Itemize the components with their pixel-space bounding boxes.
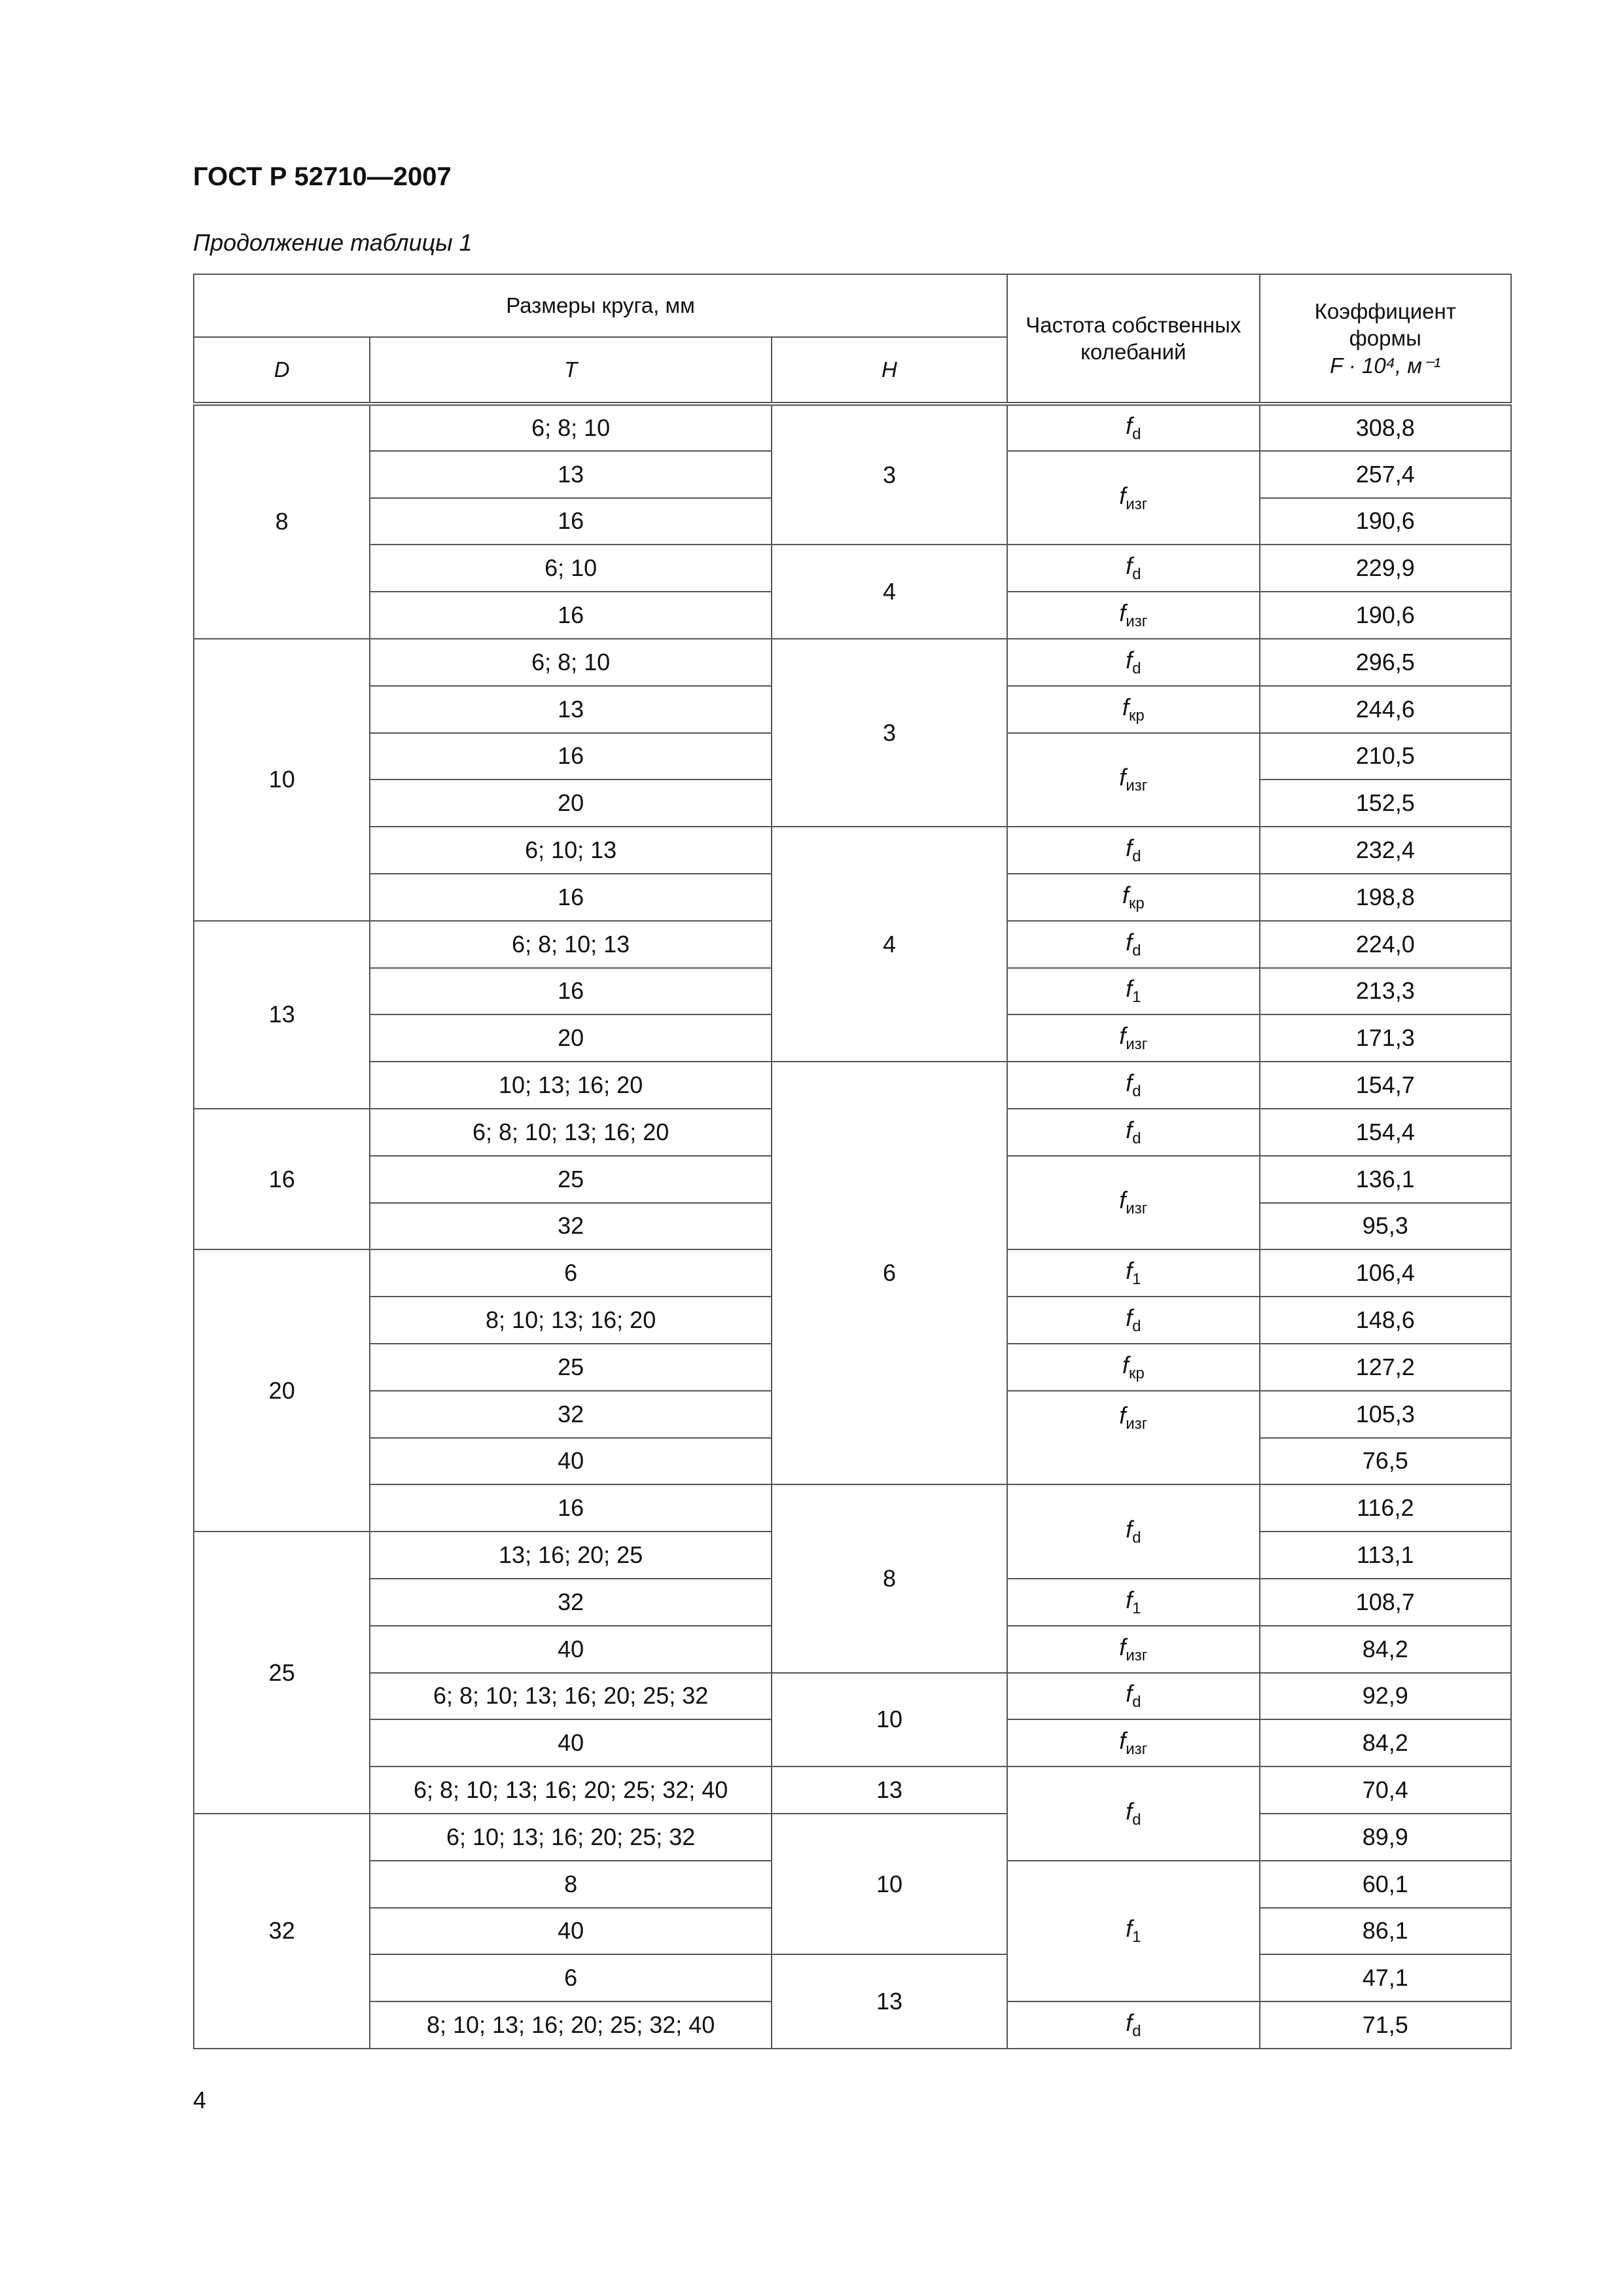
cell-coef: 190,6 — [1260, 498, 1511, 545]
cell-freq: $f_d$ — [1007, 545, 1259, 592]
table-row — [194, 827, 1511, 874]
cell-t: 6; 8; 10; 13; 16; 20 — [370, 1109, 771, 1156]
cell-t: 20 — [370, 780, 771, 827]
cell-t: 6; 8; 10; 13; 16; 20; 25; 32 — [370, 1673, 771, 1720]
cell-coef: 136,1 — [1260, 1156, 1511, 1203]
cell-coef: 47,1 — [1260, 1954, 1511, 2001]
cell-freq: $f_1$ — [1007, 1861, 1259, 2001]
table-row — [194, 1814, 1511, 1861]
cell-freq: $f_1$ — [1007, 1249, 1259, 1297]
cell-t: 6; 8; 10; 13 — [370, 921, 771, 968]
cell-t: 16 — [370, 498, 771, 545]
cell-t: 40 — [370, 1626, 771, 1673]
cell-h: 3 — [772, 404, 1007, 545]
cell-d: 25 — [194, 1532, 370, 1814]
header-freq-line1: Частота собственных — [1026, 312, 1241, 337]
cell-h: 3 — [772, 639, 1007, 827]
cell-freq: $f_{кр}$ — [1007, 1344, 1259, 1391]
cell-h: 13 — [772, 1954, 1007, 2049]
table-row — [194, 1673, 1511, 1720]
cell-coef: 198,8 — [1260, 874, 1511, 921]
cell-coef: 70,4 — [1260, 1767, 1511, 1814]
cell-freq: $f_{изг}$ — [1007, 1719, 1259, 1767]
cell-freq: $f_d$ — [1007, 827, 1259, 874]
cell-freq: $f_d$ — [1007, 921, 1259, 968]
cell-t: 8; 10; 13; 16; 20 — [370, 1297, 771, 1344]
table-row — [194, 404, 1511, 451]
cell-coef: 86,1 — [1260, 1908, 1511, 1955]
cell-coef: 95,3 — [1260, 1203, 1511, 1250]
cell-coef: 308,8 — [1260, 404, 1511, 451]
cell-freq: $f_d$ — [1007, 1673, 1259, 1720]
header-coef-line1: Коэффициент — [1314, 299, 1456, 324]
cell-freq: $f_d$ — [1007, 1767, 1259, 1861]
cell-freq: $f_d$ — [1007, 1062, 1259, 1109]
cell-coef: 154,7 — [1260, 1062, 1511, 1109]
cell-t: 20 — [370, 1014, 771, 1062]
header-d: D — [194, 337, 370, 404]
cell-freq: $f_{изг}$ — [1007, 1391, 1259, 1485]
cell-coef: 257,4 — [1260, 451, 1511, 498]
cell-coef: 71,5 — [1260, 2001, 1511, 2049]
cell-t: 16 — [370, 874, 771, 921]
cell-coef: 229,9 — [1260, 545, 1511, 592]
cell-freq: $f_{изг}$ — [1007, 1014, 1259, 1062]
cell-t: 32 — [370, 1391, 771, 1438]
header-coef-line3: F · 10⁴, м⁻¹ — [1330, 353, 1441, 378]
cell-t: 13 — [370, 451, 771, 498]
cell-t: 25 — [370, 1344, 771, 1391]
header-circle-dimensions: Размеры круга, мм — [194, 274, 1007, 337]
cell-t: 32 — [370, 1203, 771, 1250]
cell-h: 10 — [772, 1673, 1007, 1767]
cell-coef: 84,2 — [1260, 1719, 1511, 1767]
cell-d: 32 — [194, 1814, 370, 2049]
cell-h: 6 — [772, 1062, 1007, 1484]
cell-coef: 113,1 — [1260, 1532, 1511, 1579]
header-natural-frequency — [1007, 274, 1259, 404]
cell-coef: 106,4 — [1260, 1249, 1511, 1297]
cell-coef: 190,6 — [1260, 592, 1511, 639]
cell-freq: $f_{изг}$ — [1007, 592, 1259, 639]
table-row — [194, 1484, 1511, 1532]
cell-t: 13 — [370, 686, 771, 733]
cell-freq: $f_{изг}$ — [1007, 451, 1259, 545]
cell-coef: 296,5 — [1260, 639, 1511, 686]
document-title: ГОСТ Р 52710—2007 — [193, 162, 452, 191]
cell-coef: 244,6 — [1260, 686, 1511, 733]
cell-coef: 84,2 — [1260, 1626, 1511, 1673]
header-t: T — [370, 337, 771, 404]
cell-h: 4 — [772, 827, 1007, 1062]
frequency-table — [193, 274, 1512, 2049]
cell-t: 16 — [370, 592, 771, 639]
cell-freq: $f_{кр}$ — [1007, 686, 1259, 733]
header-freq-line2: колебаний — [1080, 340, 1186, 364]
cell-t: 6 — [370, 1249, 771, 1297]
cell-t: 16 — [370, 733, 771, 780]
cell-t: 10; 13; 16; 20 — [370, 1062, 771, 1109]
header-shape-coefficient — [1260, 274, 1511, 404]
cell-freq: $f_d$ — [1007, 639, 1259, 686]
cell-t: 6; 8; 10; 13; 16; 20; 25; 32; 40 — [370, 1767, 771, 1814]
cell-d: 13 — [194, 921, 370, 1109]
cell-coef: 232,4 — [1260, 827, 1511, 874]
table-row — [194, 639, 1511, 686]
cell-freq: $f_d$ — [1007, 1109, 1259, 1156]
cell-freq: $f_d$ — [1007, 2001, 1259, 2049]
cell-t: 8 — [370, 1861, 771, 1908]
table-caption: Продолжение таблицы 1 — [193, 229, 473, 256]
cell-t: 16 — [370, 968, 771, 1015]
cell-h: 10 — [772, 1814, 1007, 1954]
cell-coef: 108,7 — [1260, 1579, 1511, 1626]
cell-t: 16 — [370, 1484, 771, 1532]
cell-t: 13; 16; 20; 25 — [370, 1532, 771, 1579]
cell-h: 8 — [772, 1484, 1007, 1672]
cell-d: 8 — [194, 404, 370, 639]
cell-coef: 171,3 — [1260, 1014, 1511, 1062]
header-coef-line2: формы — [1349, 326, 1421, 351]
cell-t: 8; 10; 13; 16; 20; 25; 32; 40 — [370, 2001, 771, 2049]
cell-freq: $f_{изг}$ — [1007, 1156, 1259, 1250]
cell-t: 32 — [370, 1579, 771, 1626]
cell-coef: 154,4 — [1260, 1109, 1511, 1156]
cell-coef: 105,3 — [1260, 1391, 1511, 1438]
cell-d: 20 — [194, 1249, 370, 1532]
cell-freq: $f_{изг}$ — [1007, 733, 1259, 827]
cell-freq: $f_1$ — [1007, 1579, 1259, 1626]
cell-h: 4 — [772, 545, 1007, 639]
cell-coef: 89,9 — [1260, 1814, 1511, 1861]
cell-coef: 148,6 — [1260, 1297, 1511, 1344]
cell-freq: $f_d$ — [1007, 1484, 1259, 1579]
cell-d: 10 — [194, 639, 370, 921]
cell-freq: $f_{кр}$ — [1007, 874, 1259, 921]
cell-t: 6 — [370, 1954, 771, 2001]
cell-coef: 92,9 — [1260, 1673, 1511, 1720]
cell-t: 40 — [370, 1438, 771, 1485]
cell-t: 6; 10; 13; 16; 20; 25; 32 — [370, 1814, 771, 1861]
cell-coef: 127,2 — [1260, 1344, 1511, 1391]
cell-t: 6; 8; 10 — [370, 639, 771, 686]
cell-coef: 152,5 — [1260, 780, 1511, 827]
page-number: 4 — [193, 2087, 207, 2113]
cell-h: 13 — [772, 1767, 1007, 1814]
cell-coef: 213,3 — [1260, 968, 1511, 1015]
cell-t: 40 — [370, 1719, 771, 1767]
table-row — [194, 1062, 1511, 1109]
cell-freq: $f_{изг}$ — [1007, 1626, 1259, 1673]
cell-d: 16 — [194, 1109, 370, 1249]
table-row — [194, 1767, 1511, 1814]
cell-freq: $f_1$ — [1007, 968, 1259, 1015]
table-row — [194, 1954, 1511, 2001]
cell-t: 25 — [370, 1156, 771, 1203]
table-row — [194, 545, 1511, 592]
cell-freq: $f_d$ — [1007, 1297, 1259, 1344]
cell-t: 6; 8; 10 — [370, 404, 771, 451]
cell-coef: 224,0 — [1260, 921, 1511, 968]
cell-t: 6; 10; 13 — [370, 827, 771, 874]
cell-t: 6; 10 — [370, 545, 771, 592]
cell-t: 40 — [370, 1908, 771, 1955]
cell-freq: $f_d$ — [1007, 404, 1259, 451]
cell-coef: 76,5 — [1260, 1438, 1511, 1485]
cell-coef: 116,2 — [1260, 1484, 1511, 1532]
cell-coef: 60,1 — [1260, 1861, 1511, 1908]
header-h: H — [772, 337, 1007, 404]
cell-coef: 210,5 — [1260, 733, 1511, 780]
